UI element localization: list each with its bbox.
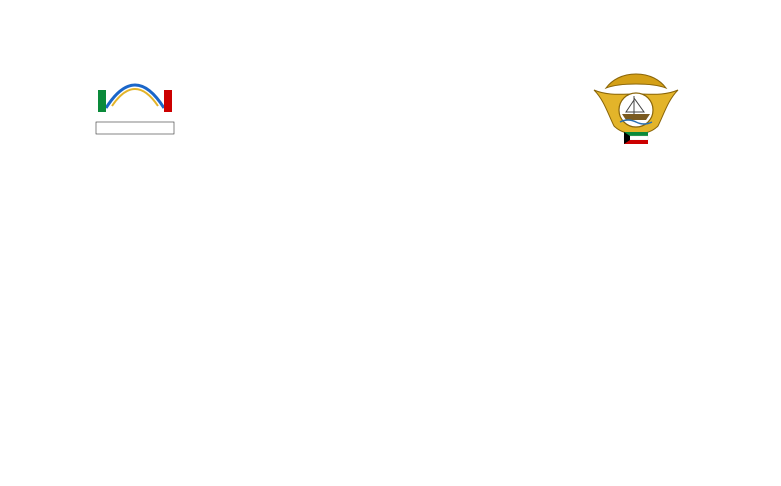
border-left	[30, 62, 45, 472]
border-top	[30, 29, 752, 44]
school-logo-icon	[92, 68, 178, 138]
kuwait-emblem-icon	[584, 70, 688, 146]
border-right	[737, 62, 752, 472]
